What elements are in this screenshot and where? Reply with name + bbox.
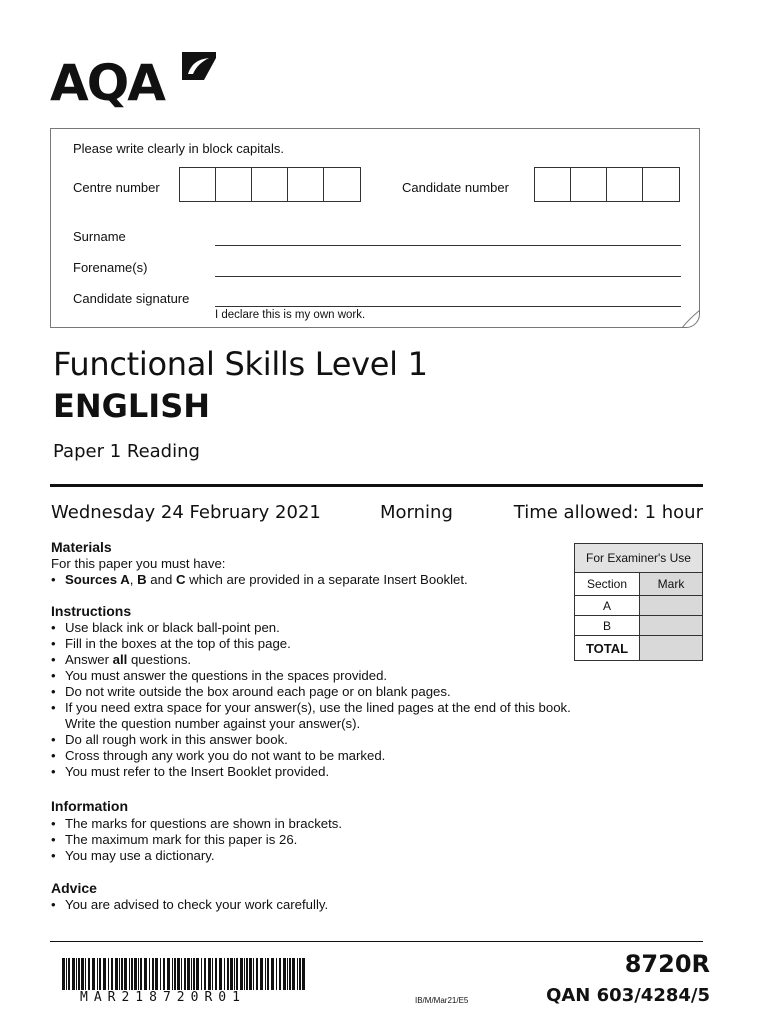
list-item: • You are advised to check your work carefully.	[51, 897, 328, 913]
forenames-field[interactable]	[215, 276, 681, 277]
paper-subtitle: Paper 1 Reading	[53, 441, 200, 462]
list-item: • You may use a dictionary.	[51, 848, 342, 864]
digit-box[interactable]	[252, 168, 288, 201]
block-capitals-instruction: Please write clearly in block capitals.	[73, 141, 284, 156]
centre-number-label: Centre number	[73, 180, 160, 195]
logo-text: AQA	[50, 54, 164, 112]
digit-box[interactable]	[180, 168, 216, 201]
mark-header: Mark	[640, 573, 703, 596]
list-item: • The maximum mark for this paper is 26.	[51, 832, 342, 848]
list-item: • You must answer the questions in the spaces provided.	[51, 668, 571, 684]
mark-cell[interactable]	[640, 616, 703, 636]
corner-fold-icon	[682, 310, 700, 328]
candidate-number-boxes[interactable]	[534, 167, 680, 202]
materials-list	[51, 572, 468, 588]
materials-heading: Materials	[51, 539, 112, 555]
instructions-list	[51, 620, 571, 780]
list-item: • Answer all questions.	[51, 652, 571, 668]
examiner-table-title: For Examiner's Use	[575, 544, 703, 573]
list-item: • You must refer to the Insert Booklet provided.	[51, 764, 571, 780]
candidate-details-box	[50, 128, 700, 328]
total-mark-cell[interactable]	[640, 636, 703, 661]
advice-list	[51, 897, 328, 913]
subject-title: ENGLISH	[53, 387, 211, 425]
mark-cell[interactable]	[640, 596, 703, 616]
list-item: • If you need extra space for your answer(s), use the lined pages at the end of this book. Write the question number against your answer(s).	[51, 700, 571, 732]
signature-label: Candidate signature	[73, 291, 190, 306]
exam-session: Morning	[380, 502, 453, 523]
candidate-number-label: Candidate number	[402, 180, 509, 195]
digit-box[interactable]	[571, 168, 607, 201]
section-cell: A	[575, 596, 640, 616]
barcode-icon	[62, 958, 308, 990]
document-reference: IB/M/Mar21/E5	[415, 996, 469, 1005]
instructions-heading: Instructions	[51, 603, 132, 619]
materials-intro: For this paper you must have:	[51, 556, 226, 571]
list-item: • The marks for questions are shown in brackets.	[51, 816, 342, 832]
digit-box[interactable]	[288, 168, 324, 201]
footer-divider	[50, 941, 703, 942]
digit-box[interactable]	[216, 168, 252, 201]
barcode-number: MAR218720R01	[80, 990, 246, 1005]
surname-label: Surname	[73, 229, 126, 244]
list-item: • Use black ink or black ball-point pen.	[51, 620, 571, 636]
digit-box[interactable]	[324, 168, 360, 201]
paper-title: Functional Skills Level 1	[53, 345, 428, 383]
list-item: • Sources A, B and C which are provided in a separate Insert Booklet.	[51, 572, 468, 588]
information-heading: Information	[51, 798, 128, 814]
title-divider	[50, 484, 703, 487]
centre-number-boxes[interactable]	[179, 167, 361, 202]
list-item: • Do all rough work in this answer book.	[51, 732, 571, 748]
digit-box[interactable]	[643, 168, 679, 201]
qan-number: QAN 603/4284/5	[546, 985, 710, 1006]
forenames-label: Forename(s)	[73, 260, 148, 275]
list-item: • Fill in the boxes at the top of this page.	[51, 636, 571, 652]
digit-box[interactable]	[535, 168, 571, 201]
information-list	[51, 816, 342, 864]
advice-heading: Advice	[51, 880, 97, 896]
declaration-text: I declare this is my own work.	[215, 309, 366, 321]
section-cell: B	[575, 616, 640, 636]
digit-box[interactable]	[607, 168, 643, 201]
time-allowed: Time allowed: 1 hour	[513, 502, 703, 523]
paper-code: 8720R	[624, 950, 710, 978]
signature-field[interactable]	[215, 306, 681, 307]
exam-date: Wednesday 24 February 2021	[51, 502, 321, 523]
list-item: • Cross through any work you do not want to be marked.	[51, 748, 571, 764]
aqa-logo	[50, 52, 220, 112]
logo-mark-icon	[182, 52, 218, 86]
examiner-use-table	[574, 543, 703, 661]
list-item: • Do not write outside the box around each page or on blank pages.	[51, 684, 571, 700]
section-header: Section	[575, 573, 640, 596]
surname-field[interactable]	[215, 245, 681, 246]
total-label: TOTAL	[575, 636, 640, 661]
